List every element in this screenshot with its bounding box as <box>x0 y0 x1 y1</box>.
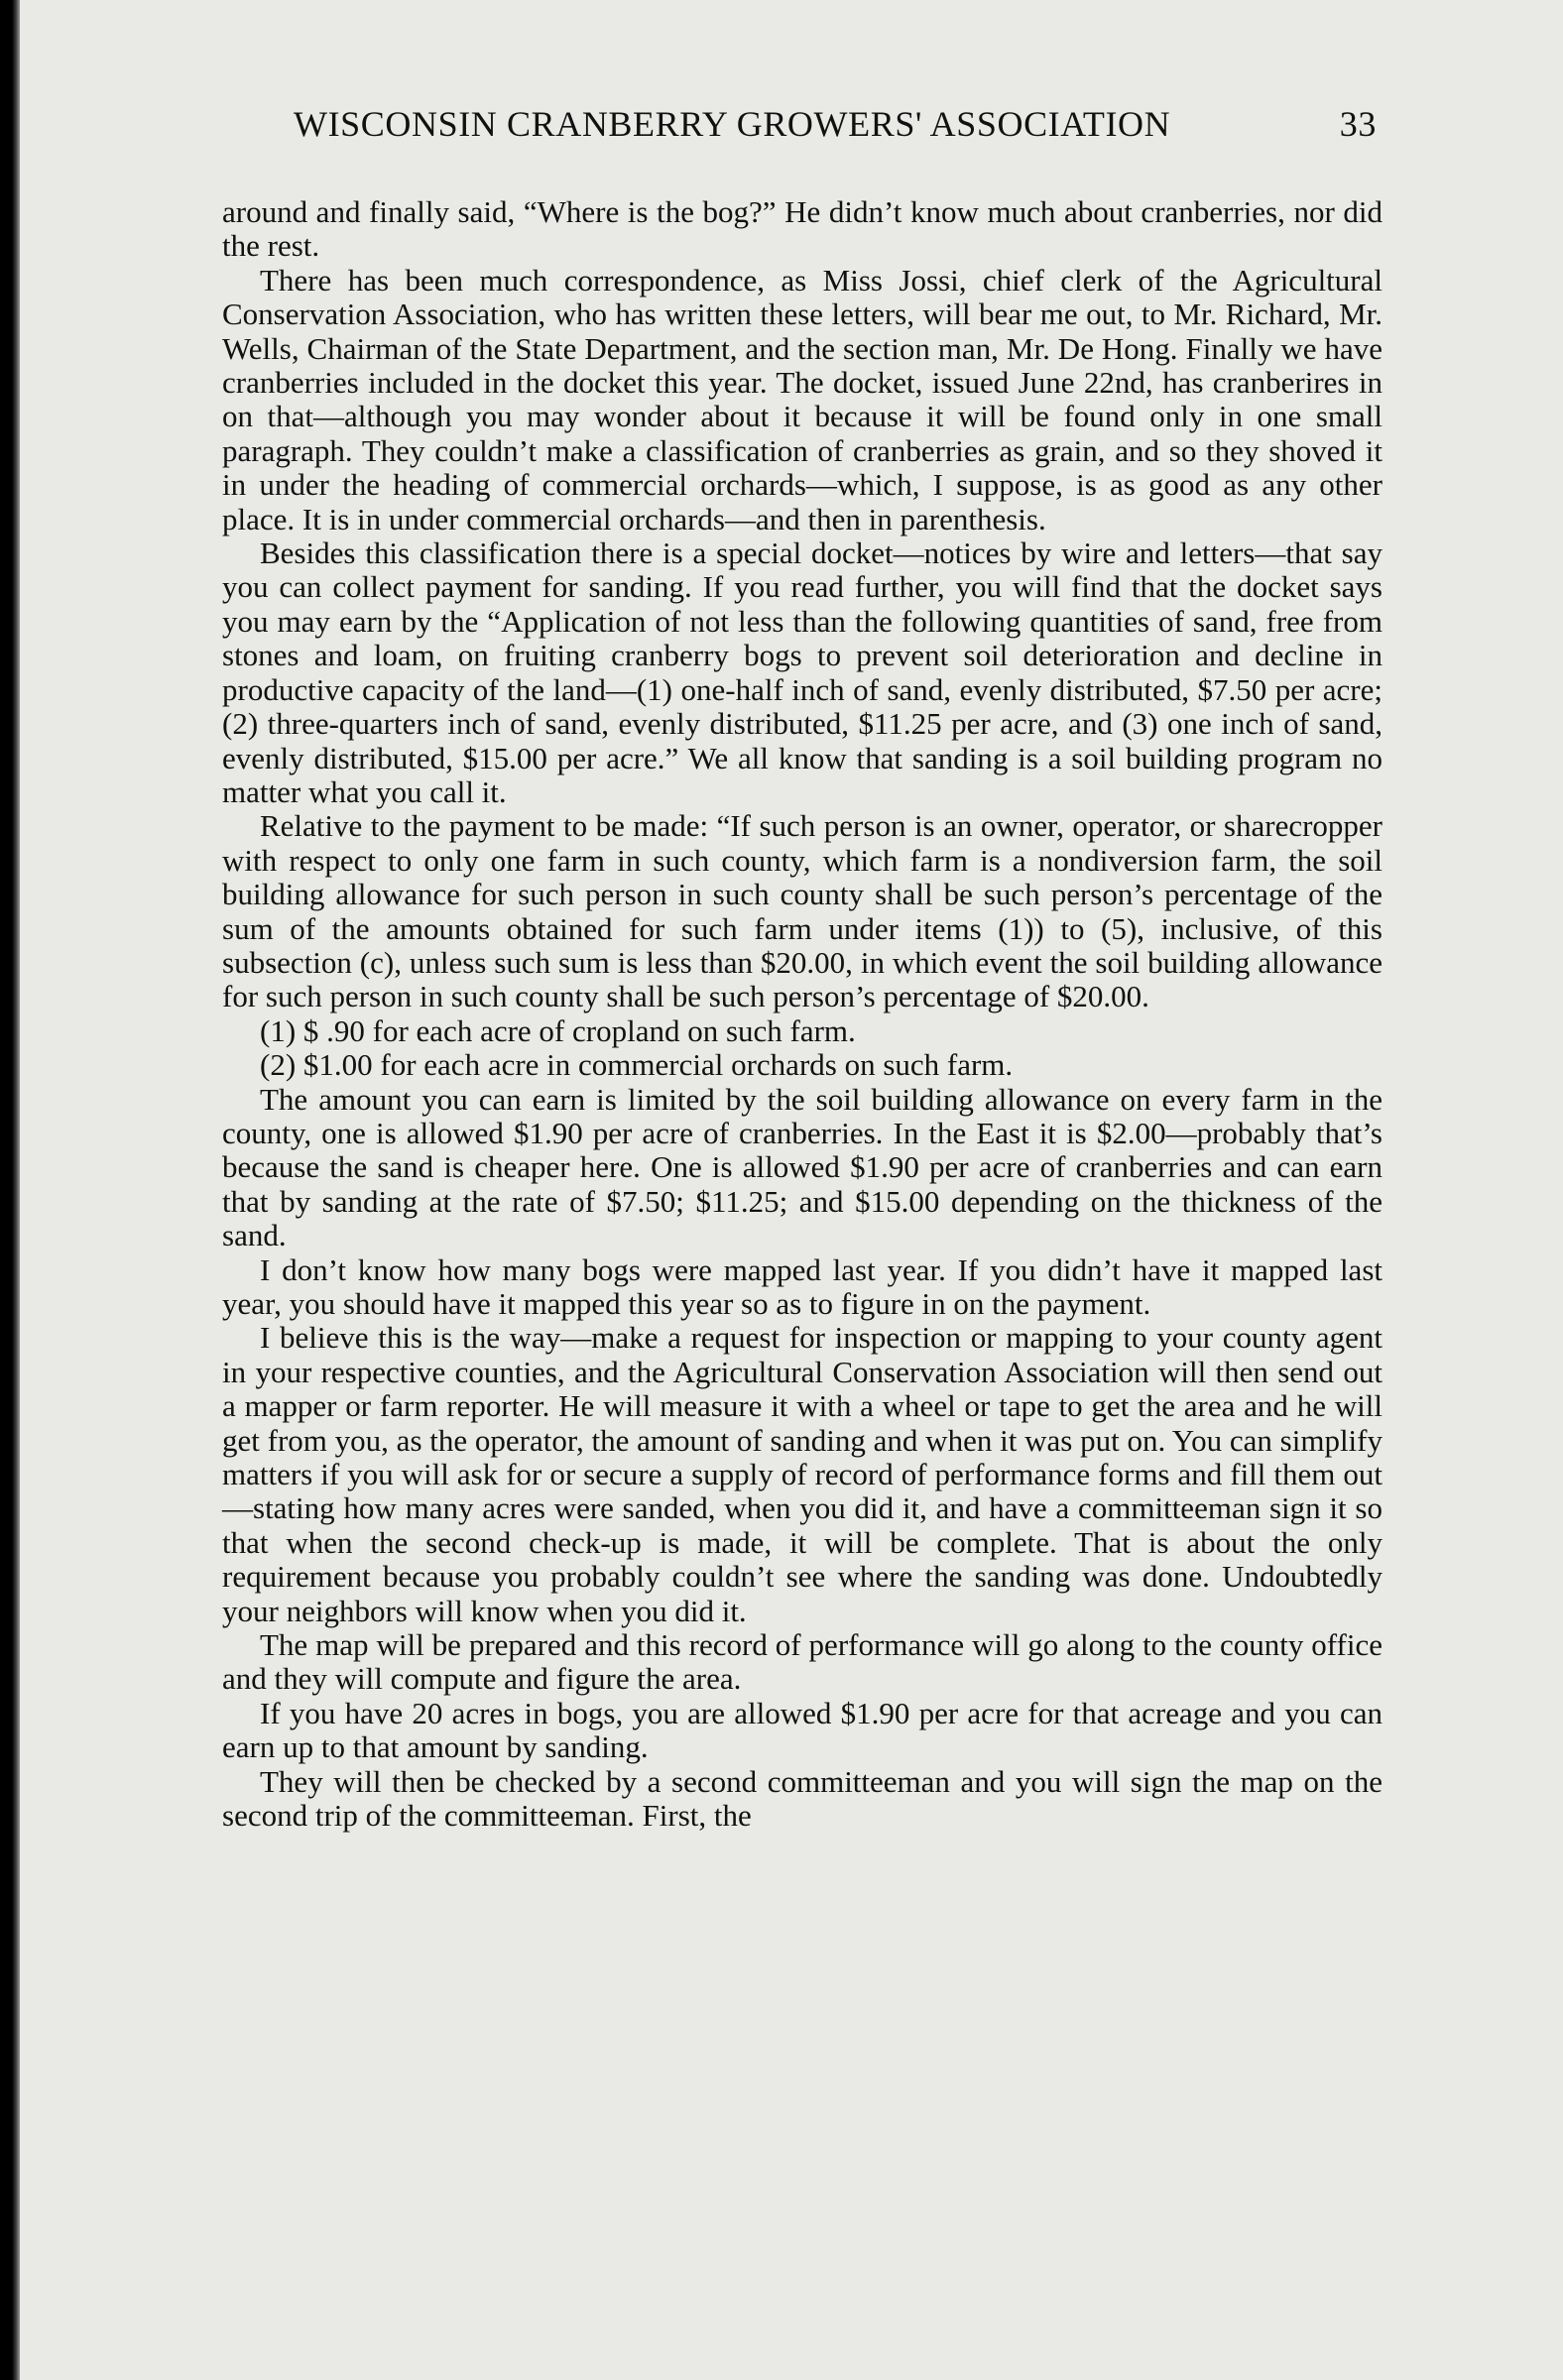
running-head <box>294 103 1384 163</box>
paragraph: I don’t know how many bogs were mapped last year. If you didn’t have it mapped last year, you should have it mapped this year so as to figure in on the payment. <box>222 1251 1383 1321</box>
body-text <box>222 195 1383 1834</box>
running-title: WISCONSIN CRANBERRY GROWERS' ASSOCIATION <box>294 104 1171 144</box>
book-binding-edge <box>0 0 20 2380</box>
paragraph: They will then be checked by a second committeeman and you will sign the map on the second trip of the committeeman. First, the <box>222 1763 1383 1834</box>
paragraph: around and finally said, “Where is the bog?” He didn’t know much about cranberries, nor did the rest. <box>222 194 1383 264</box>
page-number: 33 <box>1339 104 1377 144</box>
paragraph: Relative to the payment to be made: “If such person is an owner, operator, or sharecropper with respect to only one farm in such county, which farm is a nondiversion farm, the soil building allowance for such person in such county shall be such person’s percentage of the sum of the amounts obtained for such farm under items (1)) to (5), inclusive, of this subsection (c), unless such sum is less than $20.00, in which event the soil building allowance for such person in such county shall be such person’s percentage of $20.00. <box>222 808 1383 1014</box>
paragraph: Besides this classification there is a special docket—notices by wire and letters—that say you can collect payment for sanding. If you read further, you will find that the docket says you may earn by the “Application of not less than the following quantities of sand, free from stones and loam, on fruiting cranberry bogs to prevent soil deterioration and decline in productive capacity of the land—(1) one-half inch of sand, evenly distributed, $7.50 per acre; (2) three-quarters inch of sand, evenly distributed, $11.25 per acre, and (3) one inch of sand, evenly distributed, $15.00 per acre.” We all know that sanding is a soil building program no matter what you call it. <box>222 536 1383 809</box>
paragraph: The map will be prepared and this record of performance will go along to the county office and they will compute and figure the area. <box>222 1627 1383 1697</box>
paragraph: There has been much correspondence, as Miss Jossi, chief clerk of the Agricultural Conservation Association, who has written these letters, will bear me out, to Mr. Richard, Mr. Wells, Chairman of the State Department, and the section man, Mr. De Hong. Finally we have cranberries included in the docket this year. The docket, issued June 22nd, has cranberires in on that—although you may wonder about it because it will be found only in one small paragraph. They couldn’t make a classification of cranberries as grain, and so they shoved it in under the heading of commercial orchards—which, I suppose, is as good as any other place. It is in under commercial orchards—and then in parenthesis. <box>222 262 1383 536</box>
paragraph: If you have 20 acres in bogs, you are allowed $1.90 per acre for that acreage and you can earn up to that amount by sanding. <box>222 1695 1383 1765</box>
list-item: (2) $1.00 for each acre in commercial orchards on such farm. <box>260 1047 1014 1083</box>
list-item: (1) $ .90 for each acre of cropland on such farm. <box>260 1012 856 1048</box>
paragraph: I believe this is the way—make a request for inspection or mapping to your county agent in your respective counties, and the Agricultural Conservation Association will then send out a mapper or farm reporter. He will measure it with a wheel or tape to get the area and he will get from you, as the operator, the amount of sanding and when it was put on. You can simplify matters if you will ask for or secure a supply of record of performance forms and fill them out—stating how many acres were sanded, when you did it, and have a committeeman sign it so that when the second check-up is made, it will be complete. That is about the only requirement because you probably couldn’t see where the sanding was done. Undoubtedly your neighbors will know when you did it. <box>222 1320 1383 1628</box>
paragraph: The amount you can earn is limited by the soil building allowance on every farm in the county, one is allowed $1.90 per acre of cranberries. In the East it is $2.00—probably that’s because the sand is cheaper here. One is allowed $1.90 per acre of cranberries and can earn that by sanding at the rate of $7.50; $11.25; and $15.00 depending on the thickness of the sand. <box>222 1081 1383 1253</box>
